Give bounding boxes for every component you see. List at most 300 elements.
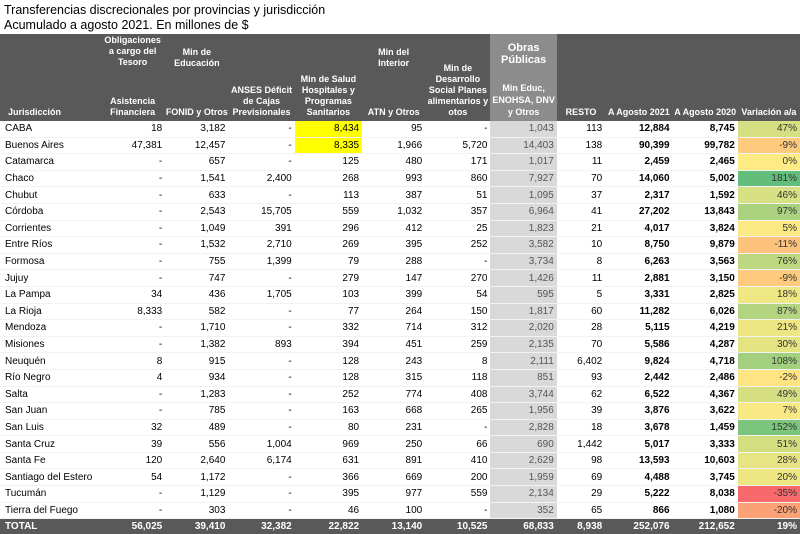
cell-educacion: 1,172 xyxy=(165,469,228,486)
cell-jurisdiccion: Entre Ríos xyxy=(0,237,100,254)
cell-desarrollo: 51 xyxy=(425,187,490,204)
cell-variacion: 20% xyxy=(738,469,800,486)
cell-variacion: 49% xyxy=(738,386,800,403)
cell-anses: 6,174 xyxy=(228,452,294,469)
cell-salud: 8,335 xyxy=(295,137,362,154)
col-header-a2020-label: A Agosto 2020 xyxy=(674,107,737,117)
cell-interior: 993 xyxy=(362,170,425,187)
cell-anses: - xyxy=(228,303,294,320)
cell-educacion: 934 xyxy=(165,369,228,386)
cell-obras: 352 xyxy=(490,502,556,519)
table-row xyxy=(0,452,800,469)
cell-anses: 15,705 xyxy=(228,203,294,220)
cell-obras: 2,020 xyxy=(490,320,556,337)
cell-educacion: 489 xyxy=(165,419,228,436)
cell-interior: 412 xyxy=(362,220,425,237)
table-row xyxy=(0,369,800,386)
col-header-tesoro-top: Obligaciones a cargo del Tesoro xyxy=(104,35,161,67)
cell-variacion: -11% xyxy=(738,237,800,254)
cell-anses: 893 xyxy=(228,336,294,353)
cell-desarrollo: - xyxy=(425,502,490,519)
cell-salud: 366 xyxy=(295,469,362,486)
cell-variacion: -9% xyxy=(738,270,800,287)
cell-obras: 2,629 xyxy=(490,452,556,469)
cell-salud: 46 xyxy=(295,502,362,519)
cell-interior: 399 xyxy=(362,286,425,303)
total-a2021: 252,076 xyxy=(605,519,672,534)
cell-variacion: 87% xyxy=(738,303,800,320)
cell-tesoro: 32 xyxy=(100,419,165,436)
cell-variacion: -9% xyxy=(738,137,800,154)
cell-interior: 977 xyxy=(362,486,425,503)
cell-salud: 77 xyxy=(295,303,362,320)
cell-variacion: 108% xyxy=(738,353,800,370)
cell-jurisdiccion: Corrientes xyxy=(0,220,100,237)
cell-jurisdiccion: Mendoza xyxy=(0,320,100,337)
cell-variacion: 181% xyxy=(738,170,800,187)
cell-resto: 18 xyxy=(557,419,605,436)
cell-tesoro: - xyxy=(100,336,165,353)
cell-salud: 79 xyxy=(295,253,362,270)
cell-interior: 774 xyxy=(362,386,425,403)
table-row xyxy=(0,320,800,337)
col-header-salud-label: Min de Salud Hospitales y Programas Sanitarios xyxy=(300,74,357,117)
total-anses: 32,382 xyxy=(228,519,294,534)
col-header-jurisdiccion-label: Jurisdicción xyxy=(8,107,62,117)
cell-anses: 2,400 xyxy=(228,170,294,187)
cell-obras: 3,744 xyxy=(490,386,556,403)
cell-jurisdiccion: Santa Cruz xyxy=(0,436,100,453)
cell-resto: 41 xyxy=(557,203,605,220)
cell-salud: 332 xyxy=(295,320,362,337)
cell-anses: 1,004 xyxy=(228,436,294,453)
table-row xyxy=(0,154,800,171)
cell-tesoro: - xyxy=(100,386,165,403)
cell-a2020: 6,026 xyxy=(673,303,738,320)
col-header-a2021-label: A Agosto 2021 xyxy=(607,107,670,117)
cell-a2020: 1,592 xyxy=(673,187,738,204)
cell-salud: 80 xyxy=(295,419,362,436)
table-row xyxy=(0,386,800,403)
cell-obras: 595 xyxy=(490,286,556,303)
total-tesoro: 56,025 xyxy=(100,519,165,534)
col-header-educacion xyxy=(165,34,228,121)
cell-salud: 103 xyxy=(295,286,362,303)
cell-interior: 315 xyxy=(362,369,425,386)
cell-jurisdiccion: Chubut xyxy=(0,187,100,204)
cell-a2021: 3,876 xyxy=(605,403,672,420)
cell-tesoro: 47,381 xyxy=(100,137,165,154)
cell-tesoro: - xyxy=(100,320,165,337)
table-row xyxy=(0,170,800,187)
col-header-variacion xyxy=(738,34,800,121)
cell-a2020: 99,782 xyxy=(673,137,738,154)
cell-a2020: 3,745 xyxy=(673,469,738,486)
cell-a2021: 6,522 xyxy=(605,386,672,403)
cell-educacion: 3,182 xyxy=(165,121,228,137)
cell-tesoro: - xyxy=(100,187,165,204)
cell-tesoro: 34 xyxy=(100,286,165,303)
cell-interior: 100 xyxy=(362,502,425,519)
table-row xyxy=(0,353,800,370)
total-desarrollo: 10,525 xyxy=(425,519,490,534)
cell-variacion: 7% xyxy=(738,403,800,420)
table-row xyxy=(0,469,800,486)
cell-obras: 3,582 xyxy=(490,237,556,254)
cell-educacion: 785 xyxy=(165,403,228,420)
cell-resto: 113 xyxy=(557,121,605,137)
cell-desarrollo: 860 xyxy=(425,170,490,187)
col-header-obras-bot: Min Educ, ENOHSA, DNV y Otros xyxy=(492,83,555,117)
cell-educacion: 582 xyxy=(165,303,228,320)
cell-a2020: 1,459 xyxy=(673,419,738,436)
cell-desarrollo: 252 xyxy=(425,237,490,254)
col-header-variacion-label: Variación a/a xyxy=(741,107,797,117)
cell-anses: - xyxy=(228,486,294,503)
col-header-desarrollo xyxy=(425,34,490,121)
cell-interior: 250 xyxy=(362,436,425,453)
table-row xyxy=(0,220,800,237)
cell-interior: 480 xyxy=(362,154,425,171)
cell-resto: 1,442 xyxy=(557,436,605,453)
cell-a2021: 4,488 xyxy=(605,469,672,486)
cell-desarrollo: 8 xyxy=(425,353,490,370)
col-header-desarrollo-label: Min de Desarrollo Social Planes alimentarios y otos xyxy=(427,63,489,117)
col-header-a2020 xyxy=(673,34,738,121)
cell-a2020: 8,038 xyxy=(673,486,738,503)
cell-tesoro: 8 xyxy=(100,353,165,370)
cell-obras: 2,135 xyxy=(490,336,556,353)
cell-salud: 252 xyxy=(295,386,362,403)
cell-desarrollo: 312 xyxy=(425,320,490,337)
cell-resto: 29 xyxy=(557,486,605,503)
cell-salud: 969 xyxy=(295,436,362,453)
cell-interior: 669 xyxy=(362,469,425,486)
cell-resto: 11 xyxy=(557,270,605,287)
col-header-obras xyxy=(490,34,556,121)
cell-anses: - xyxy=(228,187,294,204)
cell-jurisdiccion: Santiago del Estero xyxy=(0,469,100,486)
cell-a2020: 3,333 xyxy=(673,436,738,453)
cell-tesoro: 4 xyxy=(100,369,165,386)
cell-a2021: 2,881 xyxy=(605,270,672,287)
cell-interior: 147 xyxy=(362,270,425,287)
table-row xyxy=(0,270,800,287)
cell-salud: 296 xyxy=(295,220,362,237)
cell-obras: 1,426 xyxy=(490,270,556,287)
cell-interior: 1,966 xyxy=(362,137,425,154)
report-title: Transferencias discrecionales por provincias y jurisdicción xyxy=(4,3,326,17)
cell-variacion: -2% xyxy=(738,369,800,386)
cell-educacion: 303 xyxy=(165,502,228,519)
cell-a2021: 11,282 xyxy=(605,303,672,320)
cell-tesoro: 54 xyxy=(100,469,165,486)
cell-desarrollo: - xyxy=(425,253,490,270)
cell-variacion: 18% xyxy=(738,286,800,303)
cell-tesoro: - xyxy=(100,220,165,237)
col-header-resto xyxy=(557,34,605,121)
cell-obras: 1,095 xyxy=(490,187,556,204)
total-label: TOTAL xyxy=(0,519,100,534)
cell-educacion: 755 xyxy=(165,253,228,270)
cell-a2021: 5,115 xyxy=(605,320,672,337)
cell-jurisdiccion: Catamarca xyxy=(0,154,100,171)
cell-desarrollo: 118 xyxy=(425,369,490,386)
cell-a2021: 9,824 xyxy=(605,353,672,370)
table-row xyxy=(0,286,800,303)
cell-anses: - xyxy=(228,386,294,403)
cell-variacion: 76% xyxy=(738,253,800,270)
cell-interior: 891 xyxy=(362,452,425,469)
total-educacion: 39,410 xyxy=(165,519,228,534)
cell-obras: 1,017 xyxy=(490,154,556,171)
cell-a2021: 14,060 xyxy=(605,170,672,187)
cell-desarrollo: 265 xyxy=(425,403,490,420)
cell-educacion: 1,541 xyxy=(165,170,228,187)
cell-desarrollo: - xyxy=(425,419,490,436)
cell-tesoro: - xyxy=(100,403,165,420)
cell-a2020: 2,465 xyxy=(673,154,738,171)
table-row xyxy=(0,137,800,154)
report-subtitle: Acumulado a agosto 2021. En millones de $ xyxy=(4,18,249,32)
cell-anses: - xyxy=(228,154,294,171)
table-row xyxy=(0,187,800,204)
cell-tesoro: - xyxy=(100,270,165,287)
cell-interior: 264 xyxy=(362,303,425,320)
cell-variacion: 51% xyxy=(738,436,800,453)
cell-obras: 1,817 xyxy=(490,303,556,320)
cell-variacion: 5% xyxy=(738,220,800,237)
total-a2020: 212,652 xyxy=(673,519,738,534)
cell-anses: - xyxy=(228,403,294,420)
cell-jurisdiccion: Jujuy xyxy=(0,270,100,287)
table-row xyxy=(0,436,800,453)
col-header-anses xyxy=(228,34,294,121)
cell-resto: 60 xyxy=(557,303,605,320)
cell-jurisdiccion: Buenos Aires xyxy=(0,137,100,154)
cell-obras: 851 xyxy=(490,369,556,386)
cell-interior: 395 xyxy=(362,237,425,254)
cell-jurisdiccion: Salta xyxy=(0,386,100,403)
cell-educacion: 1,532 xyxy=(165,237,228,254)
cell-jurisdiccion: Formosa xyxy=(0,253,100,270)
cell-salud: 8,434 xyxy=(295,121,362,137)
cell-a2021: 4,017 xyxy=(605,220,672,237)
cell-anses: - xyxy=(228,320,294,337)
cell-tesoro: - xyxy=(100,253,165,270)
table-row xyxy=(0,486,800,503)
col-header-jurisdiccion xyxy=(0,34,100,121)
cell-jurisdiccion: Misiones xyxy=(0,336,100,353)
cell-jurisdiccion: San Luis xyxy=(0,419,100,436)
cell-obras: 1,956 xyxy=(490,403,556,420)
cell-a2020: 4,219 xyxy=(673,320,738,337)
cell-tesoro: 120 xyxy=(100,452,165,469)
cell-variacion: -35% xyxy=(738,486,800,503)
total-obras: 68,833 xyxy=(490,519,556,534)
cell-tesoro: - xyxy=(100,237,165,254)
cell-a2021: 5,586 xyxy=(605,336,672,353)
cell-a2021: 866 xyxy=(605,502,672,519)
cell-resto: 37 xyxy=(557,187,605,204)
cell-anses: - xyxy=(228,419,294,436)
cell-resto: 98 xyxy=(557,452,605,469)
table-row xyxy=(0,502,800,519)
cell-desarrollo: 25 xyxy=(425,220,490,237)
cell-variacion: 97% xyxy=(738,203,800,220)
cell-a2020: 5,002 xyxy=(673,170,738,187)
cell-desarrollo: - xyxy=(425,121,490,137)
cell-salud: 125 xyxy=(295,154,362,171)
cell-obras: 1,823 xyxy=(490,220,556,237)
col-header-resto-label: RESTO xyxy=(565,107,597,117)
cell-salud: 269 xyxy=(295,237,362,254)
cell-a2020: 9,879 xyxy=(673,237,738,254)
col-header-anses-label: ANSES Déficit de Cajas Previsionales xyxy=(231,85,293,117)
cell-desarrollo: 408 xyxy=(425,386,490,403)
col-header-educacion-top: Min de Educación xyxy=(174,47,220,68)
cell-educacion: 1,049 xyxy=(165,220,228,237)
cell-anses: - xyxy=(228,353,294,370)
cell-anses: 1,399 xyxy=(228,253,294,270)
cell-variacion: 47% xyxy=(738,121,800,137)
cell-educacion: 2,640 xyxy=(165,452,228,469)
cell-tesoro: - xyxy=(100,170,165,187)
cell-interior: 243 xyxy=(362,353,425,370)
table-row xyxy=(0,403,800,420)
cell-resto: 6,402 xyxy=(557,353,605,370)
cell-obras: 2,111 xyxy=(490,353,556,370)
cell-obras: 7,927 xyxy=(490,170,556,187)
cell-a2020: 4,287 xyxy=(673,336,738,353)
cell-a2020: 3,824 xyxy=(673,220,738,237)
cell-variacion: 46% xyxy=(738,187,800,204)
table-row xyxy=(0,237,800,254)
cell-salud: 128 xyxy=(295,369,362,386)
cell-tesoro: 8,333 xyxy=(100,303,165,320)
cell-jurisdiccion: Neuquén xyxy=(0,353,100,370)
cell-desarrollo: 200 xyxy=(425,469,490,486)
cell-a2020: 4,367 xyxy=(673,386,738,403)
cell-a2021: 2,459 xyxy=(605,154,672,171)
col-header-tesoro-bot: Asistencia Financiera xyxy=(110,96,156,117)
table-row xyxy=(0,336,800,353)
cell-educacion: 12,457 xyxy=(165,137,228,154)
cell-a2020: 1,080 xyxy=(673,502,738,519)
cell-a2020: 8,745 xyxy=(673,121,738,137)
cell-a2021: 5,222 xyxy=(605,486,672,503)
col-header-interior xyxy=(362,34,425,121)
table-row xyxy=(0,303,800,320)
cell-variacion: 152% xyxy=(738,419,800,436)
cell-tesoro: - xyxy=(100,502,165,519)
cell-variacion: 30% xyxy=(738,336,800,353)
cell-resto: 11 xyxy=(557,154,605,171)
cell-salud: 268 xyxy=(295,170,362,187)
col-header-educacion-bot: FONID y Otros xyxy=(165,107,228,117)
cell-a2020: 3,563 xyxy=(673,253,738,270)
cell-anses: - xyxy=(228,469,294,486)
cell-desarrollo: 559 xyxy=(425,486,490,503)
cell-jurisdiccion: Santa Fe xyxy=(0,452,100,469)
cell-anses: - xyxy=(228,121,294,137)
cell-educacion: 556 xyxy=(165,436,228,453)
cell-a2020: 2,825 xyxy=(673,286,738,303)
cell-a2020: 3,622 xyxy=(673,403,738,420)
cell-a2020: 13,843 xyxy=(673,203,738,220)
cell-educacion: 657 xyxy=(165,154,228,171)
col-header-a2021 xyxy=(605,34,672,121)
cell-desarrollo: 410 xyxy=(425,452,490,469)
cell-resto: 93 xyxy=(557,369,605,386)
cell-variacion: 28% xyxy=(738,452,800,469)
cell-jurisdiccion: Córdoba xyxy=(0,203,100,220)
cell-anses: - xyxy=(228,137,294,154)
cell-a2021: 90,399 xyxy=(605,137,672,154)
cell-desarrollo: 5,720 xyxy=(425,137,490,154)
cell-a2020: 2,486 xyxy=(673,369,738,386)
cell-salud: 128 xyxy=(295,353,362,370)
table-row xyxy=(0,121,800,137)
cell-resto: 21 xyxy=(557,220,605,237)
cell-resto: 62 xyxy=(557,386,605,403)
cell-resto: 28 xyxy=(557,320,605,337)
cell-educacion: 633 xyxy=(165,187,228,204)
cell-anses: 2,710 xyxy=(228,237,294,254)
table-row xyxy=(0,203,800,220)
cell-anses: - xyxy=(228,270,294,287)
total-interior: 13,140 xyxy=(362,519,425,534)
cell-resto: 69 xyxy=(557,469,605,486)
cell-a2021: 2,442 xyxy=(605,369,672,386)
cell-educacion: 1,129 xyxy=(165,486,228,503)
cell-salud: 163 xyxy=(295,403,362,420)
cell-a2021: 5,017 xyxy=(605,436,672,453)
cell-jurisdiccion: La Rioja xyxy=(0,303,100,320)
cell-interior: 231 xyxy=(362,419,425,436)
cell-anses: 1,705 xyxy=(228,286,294,303)
total-salud: 22,822 xyxy=(295,519,362,534)
cell-resto: 39 xyxy=(557,403,605,420)
cell-desarrollo: 54 xyxy=(425,286,490,303)
cell-jurisdiccion: La Pampa xyxy=(0,286,100,303)
cell-interior: 95 xyxy=(362,121,425,137)
cell-resto: 10 xyxy=(557,237,605,254)
cell-a2020: 4,718 xyxy=(673,353,738,370)
cell-a2021: 13,593 xyxy=(605,452,672,469)
cell-desarrollo: 150 xyxy=(425,303,490,320)
cell-interior: 668 xyxy=(362,403,425,420)
cell-a2021: 27,202 xyxy=(605,203,672,220)
cell-a2020: 3,150 xyxy=(673,270,738,287)
cell-educacion: 915 xyxy=(165,353,228,370)
cell-educacion: 2,543 xyxy=(165,203,228,220)
cell-educacion: 436 xyxy=(165,286,228,303)
cell-obras: 14,403 xyxy=(490,137,556,154)
cell-salud: 394 xyxy=(295,336,362,353)
cell-a2021: 3,678 xyxy=(605,419,672,436)
cell-obras: 3,734 xyxy=(490,253,556,270)
cell-jurisdiccion: Chaco xyxy=(0,170,100,187)
cell-variacion: -20% xyxy=(738,502,800,519)
cell-jurisdiccion: CABA xyxy=(0,121,100,137)
col-header-salud xyxy=(295,34,362,121)
cell-educacion: 1,382 xyxy=(165,336,228,353)
cell-jurisdiccion: San Juan xyxy=(0,403,100,420)
cell-a2021: 8,750 xyxy=(605,237,672,254)
cell-tesoro: - xyxy=(100,203,165,220)
cell-educacion: 1,710 xyxy=(165,320,228,337)
